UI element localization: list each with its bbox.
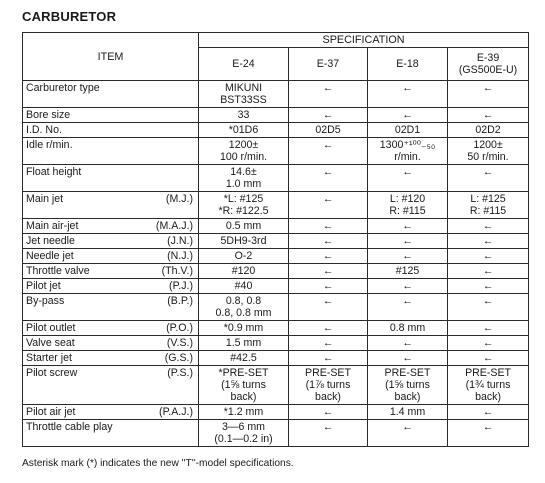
value-cell: ←	[368, 108, 448, 123]
value-cell: #42.5	[199, 351, 289, 366]
value-cell: ←	[448, 219, 529, 234]
value-cell: ←	[289, 351, 368, 366]
value-cell: ←	[289, 279, 368, 294]
value-cell: ←	[289, 234, 368, 249]
value-cell: 1.5 mm	[199, 336, 289, 351]
item-cell	[23, 321, 199, 336]
table-row	[23, 294, 529, 321]
item-code: (P.J.)	[169, 280, 193, 292]
specification-header: SPECIFICATION	[199, 33, 529, 48]
model-header-0: E-24	[199, 48, 289, 81]
value-cell: ←	[289, 420, 368, 447]
value-cell: ←	[289, 192, 368, 219]
value-cell: PRE-SET (1¾ turns back)	[448, 366, 529, 405]
value-cell: 1300⁺¹⁰⁰₋₅₀ r/min.	[368, 138, 448, 165]
item-code: (M.J.)	[165, 193, 193, 205]
value-cell: ←	[289, 294, 368, 321]
table-row	[23, 165, 529, 192]
value-cell: ←	[368, 294, 448, 321]
value-cell: ←	[289, 321, 368, 336]
value-cell: ←	[368, 420, 448, 447]
value-cell: 0.5 mm	[199, 219, 289, 234]
value-cell: ←	[368, 249, 448, 264]
item-name: By-pass	[26, 295, 65, 307]
value-cell: 02D5	[289, 123, 368, 138]
value-cell: ←	[448, 249, 529, 264]
value-cell: ←	[368, 279, 448, 294]
table-row	[23, 351, 529, 366]
item-column-header: ITEM	[23, 33, 199, 81]
item-cell	[23, 336, 199, 351]
value-cell: *01D6	[199, 123, 289, 138]
item-cell	[23, 192, 199, 219]
page-title: CARBURETOR	[22, 9, 117, 24]
item-code: (J.N.)	[167, 235, 193, 247]
item-name: Carburetor type	[26, 82, 100, 94]
table-row	[23, 366, 529, 405]
table-row	[23, 108, 529, 123]
value-cell: L: #125 R: #115	[448, 192, 529, 219]
table-row	[23, 420, 529, 447]
item-code: (P.O.)	[166, 322, 193, 334]
item-cell	[23, 264, 199, 279]
item-code: (V.S.)	[166, 337, 193, 349]
value-cell: 3—6 mm (0.1—0.2 in)	[199, 420, 289, 447]
item-cell	[23, 405, 199, 420]
value-cell: ←	[289, 405, 368, 420]
item-name: Main air-jet	[26, 220, 79, 232]
item-cell	[23, 123, 199, 138]
value-cell: ←	[448, 108, 529, 123]
value-cell: O-2	[199, 249, 289, 264]
item-cell	[23, 420, 199, 447]
item-code: (P.S.)	[167, 367, 193, 379]
item-name: Pilot screw	[26, 367, 78, 379]
value-cell: 02D1	[368, 123, 448, 138]
value-cell: 14.6± 1.0 mm	[199, 165, 289, 192]
value-cell: ←	[448, 234, 529, 249]
value-cell: 0.8 mm	[368, 321, 448, 336]
item-cell	[23, 351, 199, 366]
value-cell: MIKUNI BST33SS	[199, 81, 289, 108]
carburetor-spec-table	[22, 32, 529, 447]
item-code: (M.A.J.)	[155, 220, 193, 232]
value-cell: ←	[289, 264, 368, 279]
value-cell: ←	[448, 279, 529, 294]
model-header-1: E-37	[289, 48, 368, 81]
value-cell: 5DH9-3rd	[199, 234, 289, 249]
item-cell	[23, 279, 199, 294]
table-row	[23, 249, 529, 264]
table-row	[23, 336, 529, 351]
value-cell: ←	[368, 351, 448, 366]
model-header-2: E-18	[368, 48, 448, 81]
item-code: (P.A.J.)	[159, 406, 193, 418]
item-name: Idle r/min.	[26, 139, 73, 151]
table-row	[23, 219, 529, 234]
item-cell	[23, 108, 199, 123]
value-cell: ←	[368, 165, 448, 192]
value-cell: ←	[289, 249, 368, 264]
value-cell: ←	[368, 234, 448, 249]
item-name: Pilot jet	[26, 280, 61, 292]
value-cell: PRE-SET (1⅝ turns back)	[368, 366, 448, 405]
value-cell: ←	[289, 336, 368, 351]
item-cell	[23, 138, 199, 165]
value-cell: ←	[448, 405, 529, 420]
value-cell: ←	[448, 351, 529, 366]
value-cell: ←	[289, 165, 368, 192]
item-cell	[23, 81, 199, 108]
item-cell	[23, 165, 199, 192]
table-row	[23, 234, 529, 249]
item-name: Bore size	[26, 109, 71, 121]
table-row	[23, 123, 529, 138]
item-code: (N.J.)	[167, 250, 193, 262]
value-cell: ←	[289, 138, 368, 165]
value-cell: ←	[289, 81, 368, 108]
value-cell: ←	[448, 264, 529, 279]
item-name: Jet needle	[26, 235, 75, 247]
value-cell: *PRE-SET (1⅝ turns back)	[199, 366, 289, 405]
item-cell	[23, 294, 199, 321]
item-cell	[23, 366, 199, 405]
value-cell: #125	[368, 264, 448, 279]
item-name: Pilot air jet	[26, 406, 76, 418]
value-cell: *L: #125 *R: #122.5	[199, 192, 289, 219]
footnote: Asterisk mark (*) indicates the new ''T''-model specifications.	[22, 458, 294, 469]
value-cell: ←	[448, 321, 529, 336]
value-cell: #120	[199, 264, 289, 279]
item-cell	[23, 234, 199, 249]
item-cell	[23, 249, 199, 264]
value-cell: #40	[199, 279, 289, 294]
item-code: (G.S.)	[164, 352, 193, 364]
value-cell: ←	[448, 294, 529, 321]
value-cell: ←	[448, 336, 529, 351]
value-cell: 1.4 mm	[368, 405, 448, 420]
value-cell: ←	[448, 81, 529, 108]
table-row	[23, 138, 529, 165]
value-cell: *0.9 mm	[199, 321, 289, 336]
table-row	[23, 405, 529, 420]
table-row	[23, 192, 529, 219]
value-cell: PRE-SET (1⅞ turns back)	[289, 366, 368, 405]
value-cell: 1200± 50 r/min.	[448, 138, 529, 165]
item-code: (Th.V.)	[161, 265, 193, 277]
table-row	[23, 264, 529, 279]
value-cell: 02D2	[448, 123, 529, 138]
value-cell: ←	[289, 219, 368, 234]
header-row	[23, 33, 529, 48]
item-name: Throttle valve	[26, 265, 90, 277]
value-cell: ←	[448, 420, 529, 447]
value-cell: 33	[199, 108, 289, 123]
item-code: (B.P.)	[167, 295, 193, 307]
value-cell: 0.8, 0.8 0.8, 0.8 mm	[199, 294, 289, 321]
value-cell: ←	[448, 165, 529, 192]
item-name: Starter jet	[26, 352, 72, 364]
value-cell: *1.2 mm	[199, 405, 289, 420]
spec-table-body	[23, 81, 529, 447]
item-name: I.D. No.	[26, 124, 62, 136]
value-cell: ←	[368, 336, 448, 351]
value-cell: ←	[368, 219, 448, 234]
table-row	[23, 81, 529, 108]
item-cell	[23, 219, 199, 234]
table-row	[23, 321, 529, 336]
value-cell: L: #120 R: #115	[368, 192, 448, 219]
value-cell: ←	[289, 108, 368, 123]
model-header-3: E-39 (GS500E-U)	[448, 48, 529, 81]
value-cell: ←	[368, 81, 448, 108]
item-name: Valve seat	[26, 337, 75, 349]
item-name: Float height	[26, 166, 82, 178]
item-name: Throttle cable play	[26, 421, 113, 433]
value-cell: 1200± 100 r/min.	[199, 138, 289, 165]
item-name: Pilot outlet	[26, 322, 76, 334]
table-row	[23, 279, 529, 294]
item-name: Needle jet	[26, 250, 74, 262]
item-name: Main jet	[26, 193, 64, 205]
